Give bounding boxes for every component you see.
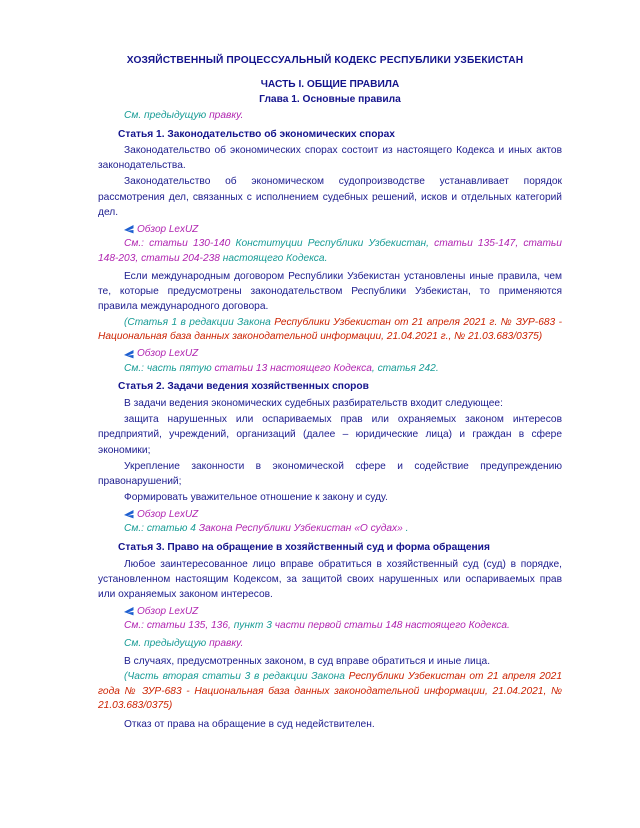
article-2-heading: Статья 2. Задачи ведения хозяйственных споров bbox=[118, 381, 369, 393]
ref-article-148[interactable]: части первой статьи 148 настоящего Кодекса bbox=[274, 620, 508, 632]
amendment-details: Республики Узбекистан от 21 апреля 2021 г. № ЗУР-683 - Национальная база данных законодательной информации, 21.04.2021 г., № 21.03.683/0375) bbox=[98, 316, 562, 342]
article-1-see-reference-2[interactable] bbox=[98, 362, 562, 376]
lexuz-review-label[interactable]: Обзор LexUZ bbox=[137, 605, 199, 617]
ref-articles-148-203[interactable]: статьи 148-203 bbox=[98, 238, 562, 264]
article-3-amendment-note[interactable] bbox=[98, 670, 562, 713]
ref-constitution[interactable]: Конституции Республики Узбекистан bbox=[235, 238, 427, 250]
ref-article-136[interactable]: 136 bbox=[211, 620, 228, 632]
ref-present-code[interactable]: настоящего Кодекса bbox=[222, 252, 325, 264]
see-previous-edit-text[interactable]: См. предыдущую bbox=[124, 110, 207, 122]
flag-icon bbox=[124, 225, 134, 234]
ref-article-13[interactable]: статьи 13 настоящего Кодекса bbox=[214, 362, 372, 374]
lexuz-review-header-3[interactable] bbox=[98, 508, 562, 522]
ref-sep-1: , bbox=[205, 620, 209, 632]
article-1-see-reference[interactable] bbox=[98, 237, 562, 266]
ref-sep: , bbox=[371, 362, 375, 374]
article-1-paragraph-3: Если международным договором Республики Узбекистан установлены иные правила, чем те, которые предусмотрены законодательством Республики Узбекистан, то применяются правила международного договора. bbox=[98, 271, 562, 313]
see-previous-edit-link-2[interactable] bbox=[98, 637, 562, 651]
ref-tail: . bbox=[405, 523, 409, 535]
ref-point-3[interactable]: пункт 3 bbox=[233, 620, 272, 632]
see-previous-edit-link-1[interactable] bbox=[98, 109, 562, 123]
lexuz-review-label[interactable]: Обзор LexUZ bbox=[137, 223, 199, 235]
lexuz-review-header-2[interactable] bbox=[98, 347, 562, 361]
lexuz-review-label[interactable]: Обзор LexUZ bbox=[137, 348, 199, 360]
article-2-paragraph-4: Формировать уважительное отношение к закону и суду. bbox=[124, 491, 388, 503]
amendment-source-label[interactable]: (Статья 1 в редакции Закона bbox=[124, 316, 271, 328]
article-1-heading: Статья 1. Законодательство об экономических спорах bbox=[118, 128, 395, 140]
article-3-paragraph-3: Отказ от права на обращение в суд недействителен. bbox=[124, 718, 375, 730]
chapter-title: Глава 1. Основные правила bbox=[259, 94, 401, 105]
article-1-paragraph-1: Законодательство об экономических спорах состоит из настоящего Кодекса и иных актов законодательства. bbox=[98, 145, 562, 172]
ref-tail: . bbox=[435, 362, 439, 374]
see-previous-edit-text[interactable]: См. предыдущую bbox=[124, 637, 207, 649]
amendment-details: Республики Узбекистан от 21 апреля 2021 года № ЗУР-683 - Национальная база данных законодательной информации, 21.04.2021, № 21.03.683/0375) bbox=[98, 671, 562, 712]
flag-icon bbox=[124, 510, 134, 519]
article-2-paragraph-3: Укрепление законности в экономической сфере и содействие предупреждению правонарушений; bbox=[98, 460, 562, 487]
ref-sep-3: , bbox=[135, 252, 139, 264]
lexuz-review-header-4[interactable] bbox=[98, 605, 562, 619]
flag-icon bbox=[124, 607, 134, 616]
ref-see-article-135[interactable]: См.: статьи 135 bbox=[124, 620, 206, 632]
article-3-paragraph-2: В случаях, предусмотренных законом, в суд вправе обратиться и иные лица. bbox=[124, 656, 491, 668]
article-3-paragraph-1: Любое заинтересованное лицо вправе обратиться в хозяйственный суд (суд) в порядке, установленном настоящим Кодексом, за защитой своих нарушенных или оспариваемых прав или охраняемых законом интересов. bbox=[98, 558, 562, 600]
ref-sep-2: , bbox=[515, 238, 519, 250]
part-title: ЧАСТЬ I. ОБЩИЕ ПРАВИЛА bbox=[260, 78, 400, 90]
article-1-amendment-note[interactable] bbox=[98, 316, 562, 345]
article-1-paragraph-2: Законодательство об экономическом судопроизводстве устанавливает порядок рассмотрения дел, связанных с исполнением судебных решений, исков и отдельных категорий дел. bbox=[98, 176, 562, 218]
lexuz-review-header-1[interactable] bbox=[98, 223, 562, 237]
ref-law-on-courts[interactable]: Закона Республики Узбекистан «О судах» bbox=[198, 523, 403, 535]
ref-sep-1: , bbox=[426, 238, 429, 250]
ref-article-242[interactable]: статья 242 bbox=[377, 362, 436, 374]
ref-articles-204-238[interactable]: статьи 204-238 bbox=[141, 252, 220, 264]
see-previous-edit-target[interactable]: правку. bbox=[209, 110, 244, 122]
amendment-source-label[interactable]: (Часть вторая статьи 3 в редакции Закона bbox=[124, 671, 345, 683]
ref-see-prefix[interactable]: См.: статьи 130-140 bbox=[124, 238, 231, 250]
article-2-see-reference[interactable] bbox=[98, 522, 562, 536]
ref-sep-2: , bbox=[228, 620, 231, 632]
ref-tail: . bbox=[324, 252, 328, 264]
see-previous-edit-target[interactable]: правку. bbox=[209, 637, 244, 649]
flag-icon bbox=[124, 350, 134, 359]
ref-articles-135-147[interactable]: статьи 135-147 bbox=[434, 238, 516, 250]
lexuz-review-label[interactable]: Обзор LexUZ bbox=[137, 508, 199, 520]
article-3-heading: Статья 3. Право на обращение в хозяйственный суд и форма обращения bbox=[118, 541, 490, 553]
document-title: ХОЗЯЙСТВЕННЫЙ ПРОЦЕССУАЛЬНЫЙ КОДЕКС РЕСПУБЛИКИ УЗБЕКИСТАН bbox=[126, 55, 524, 66]
article-2-paragraph-1: В задачи ведения экономических судебных разбирательств входит следующее: bbox=[124, 398, 503, 410]
ref-see-part-five[interactable]: См.: часть пятую bbox=[124, 362, 212, 374]
article-2-paragraph-2: защита нарушенных или оспариваемых прав или охраняемых законом интересов предприятий, учреждений, организаций (далее – юридические лица) и граждан в сфере экономики; bbox=[98, 414, 562, 456]
ref-tail: . bbox=[507, 620, 510, 632]
ref-see-article-4[interactable]: См.: статью 4 bbox=[124, 523, 196, 535]
article-3-see-reference[interactable] bbox=[98, 619, 562, 633]
